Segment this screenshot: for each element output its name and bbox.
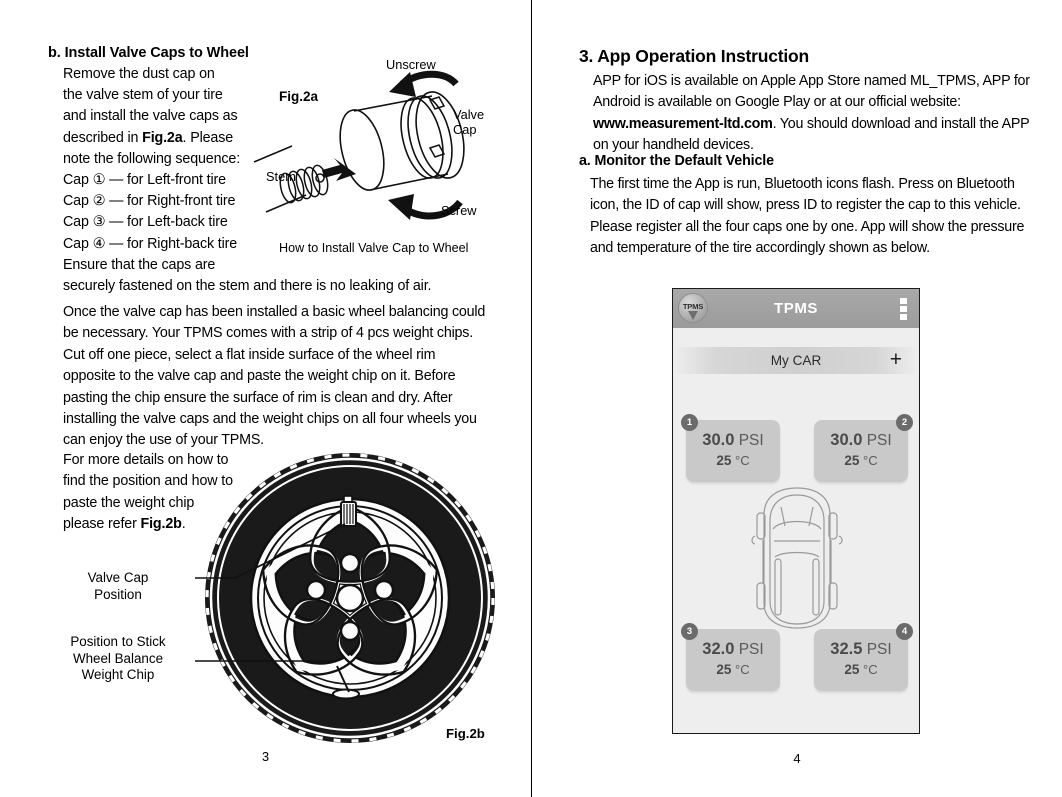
tire-badge-4: 4 bbox=[896, 623, 913, 640]
screw-label: Screw bbox=[441, 203, 477, 218]
add-vehicle-button[interactable]: + bbox=[889, 348, 902, 371]
tire-pressure-value-2: 30.0 bbox=[830, 431, 863, 449]
instr-ensure-line-1: Ensure that the caps are bbox=[63, 257, 216, 273]
tire-badge-1: 1 bbox=[681, 414, 698, 431]
monitor-vehicle-paragraph: The first time the App is run, Bluetooth icons flash. Press on Bluetooth icon, the ID of cap will show, press ID to register the cap to this vehicle. Please register all the four caps one by one. App will show the pressure and temperature of the tire accordingly shown as below. bbox=[590, 176, 1025, 257]
weight-chip-line2: Wheel Balance bbox=[72, 650, 164, 666]
tire-temperature-2 bbox=[814, 453, 908, 468]
tire-card-rear-right[interactable] bbox=[814, 626, 908, 691]
tire-pressure-unit-3: PSI bbox=[738, 641, 764, 658]
vehicle-selector-row[interactable] bbox=[673, 347, 919, 374]
tire-pressure-unit-2: PSI bbox=[866, 432, 892, 449]
instr-line-2: the valve stem of your tire bbox=[63, 87, 223, 104]
app-title-bar bbox=[673, 289, 919, 328]
fig2a-reference: Fig.2a bbox=[142, 129, 183, 146]
menu-dot-2 bbox=[900, 306, 907, 312]
cap-sequence-3: Cap ③ — for Left-back tire bbox=[63, 214, 228, 231]
official-website-url: www.measurement-ltd.com bbox=[593, 115, 773, 132]
tire-temperature-unit-1: °C bbox=[735, 453, 750, 468]
tire-pressure-value-4: 32.5 bbox=[830, 640, 863, 658]
valve-cap-label bbox=[453, 107, 484, 137]
page-number-right: 4 bbox=[793, 751, 801, 766]
fig2b-ref-pre: For more details on how to find the position and how to paste the weight chip please refer bbox=[63, 452, 233, 533]
app-availability-paragraph bbox=[593, 71, 1042, 157]
tire-temperature-unit-4: °C bbox=[863, 662, 878, 677]
tire-badge-2: 2 bbox=[896, 414, 913, 431]
tire-temperature-unit-3: °C bbox=[735, 662, 750, 677]
tire-temperature-1 bbox=[686, 453, 780, 468]
section-heading-3: 3. App Operation Instruction bbox=[579, 46, 810, 66]
menu-dot-3 bbox=[900, 314, 907, 320]
valve-cap-position-label bbox=[80, 570, 156, 603]
wheel-balancing-paragraph: Once the valve cap has been installed a basic wheel balancing could be necessary. Your TPMS comes with a strip of 4 pcs weight chips. Cut off one piece, select a flat inside surface of the wheel rim opposite to the valve cap and paste the weight chip on it. Before pasting the chip ensure the surface of rim is clean and dry. After installing the valve caps and the weight chips on all four wheels you can enjoy the use of your TPMS. bbox=[63, 304, 486, 449]
subsection-heading-a: a. Monitor the Default Vehicle bbox=[579, 153, 774, 169]
tire-pressure-2 bbox=[814, 431, 908, 450]
valve-cap-label-line2: Cap bbox=[453, 122, 477, 137]
tire-pressure-3 bbox=[686, 640, 780, 659]
tire-card-front-right[interactable] bbox=[814, 417, 908, 482]
tire-pressure-4 bbox=[814, 640, 908, 659]
cap-sequence-2: Cap ② — for Right-front tire bbox=[63, 193, 236, 210]
weight-chip-line3: Weight Chip bbox=[81, 667, 155, 682]
tire-temperature-4 bbox=[814, 662, 908, 677]
cap-sequence-4: Cap ④ — for Right-back tire bbox=[63, 235, 238, 252]
weight-chip-position-label bbox=[62, 634, 174, 684]
fig2a-label: Fig.2a bbox=[279, 89, 319, 104]
tire-pressure-unit-1: PSI bbox=[738, 432, 764, 449]
overflow-menu-icon[interactable] bbox=[900, 298, 907, 320]
tire-temperature-value-3: 25 bbox=[716, 662, 732, 677]
tire-card-rear-left[interactable] bbox=[686, 626, 780, 691]
app-para-pre: APP for iOS is available on Apple App Store named ML_TPMS, APP for Android is available on Google Play or at our official website: bbox=[593, 73, 1030, 111]
instr-line-4-post: . Please bbox=[182, 129, 234, 146]
valve-cap-label-line1: Valve bbox=[453, 107, 485, 122]
valve-cap-position-line2: Position bbox=[94, 586, 142, 602]
wheel-diagram bbox=[195, 450, 505, 745]
weight-chip-line1: Position to Stick bbox=[70, 634, 166, 649]
instr-line-5: note the following sequence: bbox=[63, 150, 241, 167]
tire-pressure-value-1: 30.0 bbox=[702, 431, 735, 449]
tire-temperature-unit-2: °C bbox=[863, 453, 878, 468]
tire-temperature-value-2: 25 bbox=[844, 453, 860, 468]
fig2a-caption: How to Install Valve Cap to Wheel bbox=[279, 241, 469, 255]
page-number-left: 3 bbox=[261, 749, 270, 764]
valve-cap-position-line1: Valve Cap bbox=[87, 570, 149, 585]
fig2b-label: Fig.2b bbox=[446, 726, 485, 741]
right-page bbox=[532, 0, 1062, 797]
tire-temperature-value-1: 25 bbox=[716, 453, 732, 468]
app-title: TPMS bbox=[773, 300, 819, 317]
unscrew-label: Unscrew bbox=[386, 57, 436, 72]
tire-pressure-unit-4: PSI bbox=[866, 641, 892, 658]
instr-ensure-line-2: securely fastened on the stem and there is no leaking of air. bbox=[63, 278, 432, 294]
fig2b-ref-post: . bbox=[181, 516, 186, 533]
app-screenshot-mock bbox=[672, 288, 920, 734]
stem-label: Stem bbox=[266, 169, 296, 184]
menu-dot-1 bbox=[900, 298, 907, 304]
cap-sequence-1: Cap ① — for Left-front tire bbox=[63, 172, 226, 189]
vehicle-name: My CAR bbox=[770, 353, 822, 368]
fig2b-reference: Fig.2b bbox=[140, 516, 182, 533]
tire-card-front-left[interactable] bbox=[686, 417, 780, 482]
tire-temperature-value-4: 25 bbox=[844, 662, 860, 677]
tpms-logo-text: TPMS bbox=[682, 301, 704, 311]
car-top-view-icon bbox=[746, 485, 848, 633]
tire-badge-3: 3 bbox=[681, 623, 698, 640]
instr-line-3: and install the valve caps as bbox=[63, 108, 238, 125]
tire-pressure-value-3: 32.0 bbox=[702, 640, 735, 658]
section-heading-b: b. Install Valve Caps to Wheel bbox=[48, 45, 249, 61]
tire-temperature-3 bbox=[686, 662, 780, 677]
instr-line-1: Remove the dust cap on bbox=[63, 66, 215, 82]
app-para-post: . You should download and install the APP on your handheld devices. bbox=[593, 115, 1030, 154]
tire-pressure-1 bbox=[686, 431, 780, 450]
instr-line-4-pre: described in bbox=[63, 129, 143, 146]
